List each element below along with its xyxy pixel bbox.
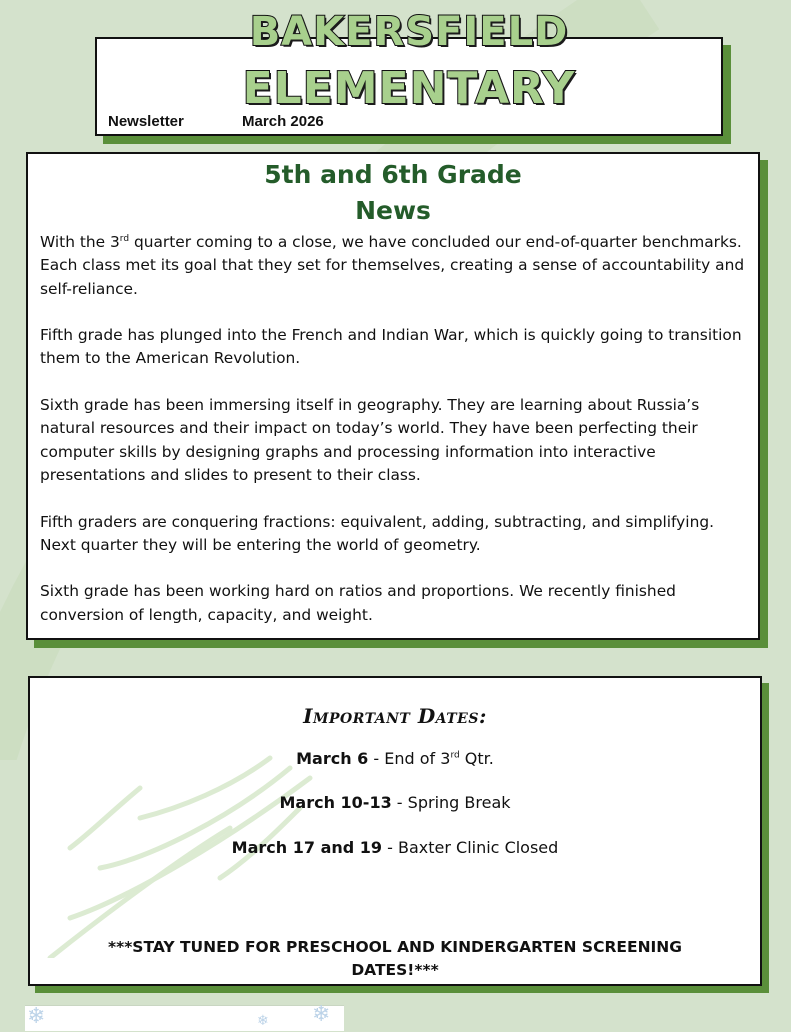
newsletter-header: [95, 9, 723, 136]
snowflake-icon: ❄: [312, 1002, 331, 1027]
news-paragraph: Fifth graders are conquering fractions: equivalent, adding, subtracting, and simplifying. Next quarter they will be entering the world of geometry.: [40, 512, 714, 554]
news-paragraph: Sixth grade has been immersing itself in geography. They are learning about Russia’s natural resources and their impact on today’s world. They have been perfecting their computer skills by designing graphs and processing information into interactive presentations and slides to present to their class.: [40, 396, 700, 484]
date-item: March 10-13 - Spring Break: [279, 793, 511, 812]
news-paragraph: With the 3rd quarter coming to a close, we have concluded our end-of-quarter benchmarks. Each class met its goal that they set for themselves, creating a sense of accountability and self-reliance.: [40, 233, 745, 298]
news-heading-line2: News: [355, 196, 431, 225]
snowflake-icon: ❄: [27, 1004, 46, 1029]
screening-notice: ***STAY TUNED FOR PRESCHOOL AND KINDERGARTEN SCREENING DATES!***: [107, 938, 683, 979]
snowflake-icon: ❄: [257, 1013, 269, 1029]
news-paragraph: Sixth grade has been working hard on ratios and proportions. We recently finished conversion of length, capacity, and weight.: [40, 582, 676, 624]
school-name-line1: BAKERSFIELD: [249, 9, 569, 55]
header-meta: [108, 113, 324, 130]
winter-image-partial: [25, 1002, 344, 1031]
date-item: March 6 - End of 3rd Qtr.: [296, 749, 494, 768]
newsletter-label: Newsletter: [108, 113, 184, 130]
school-name-line2: ELEMENTARY: [242, 63, 576, 114]
grade-news-section: [26, 152, 760, 640]
date-item: March 17 and 19 - Baxter Clinic Closed: [231, 838, 559, 857]
news-heading-line1: 5th and 6th Grade: [264, 160, 522, 189]
newsletter-date: March 2026: [242, 113, 324, 130]
news-body: [28, 231, 758, 627]
important-dates-section: [28, 676, 762, 986]
important-dates-heading: Important Dates:: [303, 704, 487, 728]
news-heading: [28, 157, 758, 229]
news-paragraph: Fifth grade has plunged into the French and Indian War, which is quickly going to transition them to the American Revolution.: [40, 326, 742, 368]
